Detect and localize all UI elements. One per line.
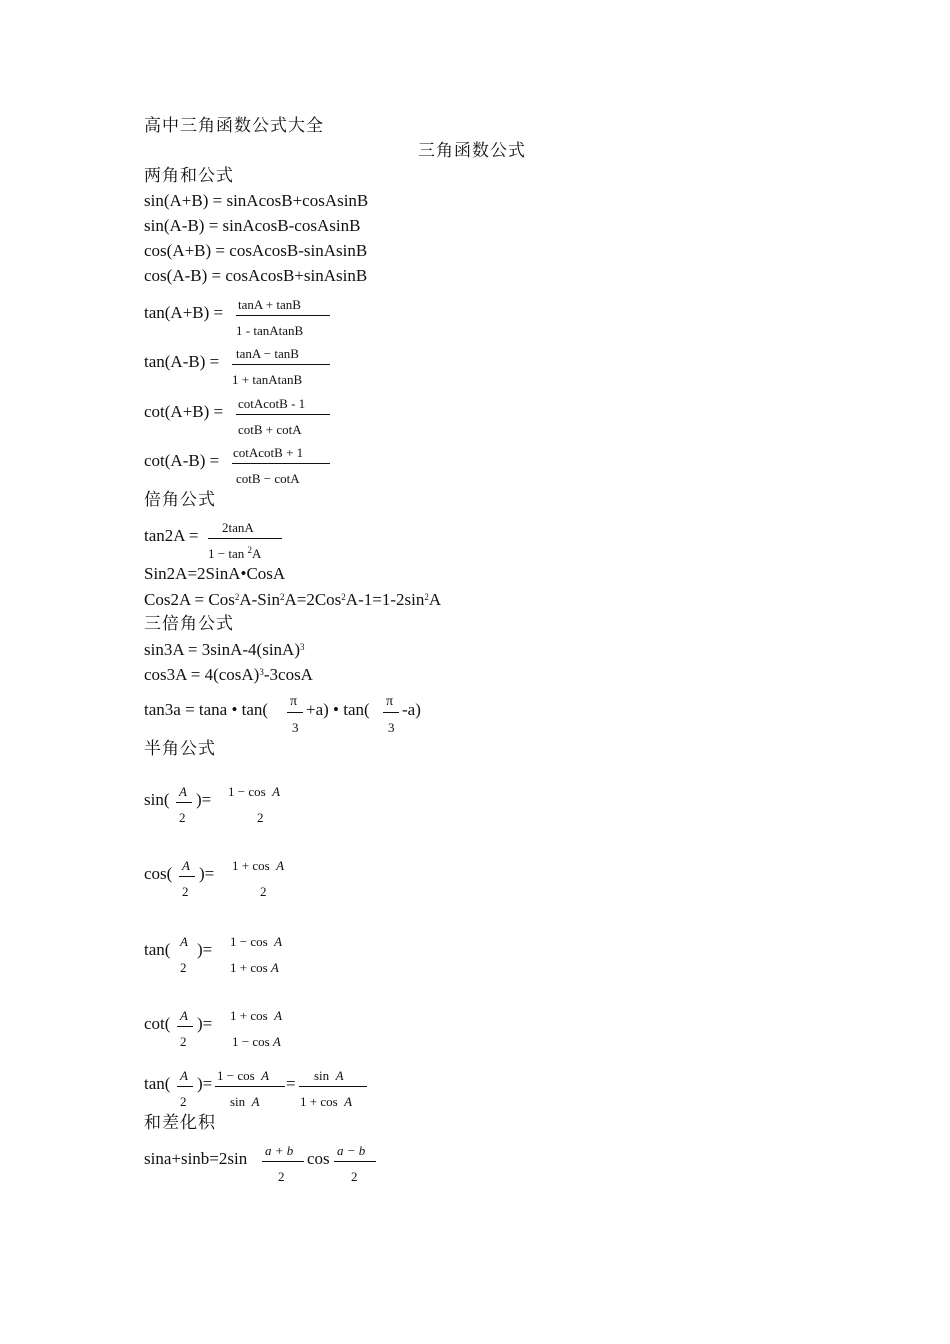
fraction-denominator [208, 546, 261, 562]
cos2a-part: A-1=1-2sin [345, 590, 425, 609]
formula-cos2a [144, 589, 441, 611]
fraction-bar [215, 1086, 285, 1087]
cos3a-part: -3cosA [263, 665, 313, 684]
sin3a-text: sin3A = 3sinA-4(sinA) [144, 640, 300, 659]
denominator-var: A [251, 546, 262, 561]
formula-equals: )= [197, 1074, 213, 1093]
half-angle-denominator: 2 [180, 1094, 187, 1109]
formula-equals: )= [197, 940, 213, 959]
fraction-bar [179, 876, 195, 877]
fraction-bar [287, 712, 303, 713]
fraction-numerator: 1 − cos A [217, 1068, 270, 1083]
formula-lhs: sina+sinb=2sin [144, 1149, 248, 1168]
section-heading-triple: 三倍角公式 [144, 614, 234, 633]
fraction-numerator: a + b [265, 1143, 294, 1158]
cos3a-part: cos3A = 4(cosA) [144, 665, 260, 684]
pi-symbol: π [386, 694, 394, 709]
exponent: 2 [234, 592, 240, 602]
formula-lhs: tan3a = tana • tan( [144, 700, 269, 719]
fraction-numerator: a − b [337, 1143, 366, 1158]
section-heading-double: 倍角公式 [144, 490, 216, 509]
fraction-bar [299, 1086, 367, 1087]
pi-symbol: π [290, 694, 298, 709]
formula-equals: = [286, 1074, 296, 1093]
section-heading-half: 半角公式 [144, 739, 216, 758]
formula-half-tan [144, 932, 444, 978]
formula-half-cot [144, 1006, 444, 1052]
cos2a-part: A=2Cos [284, 590, 342, 609]
fraction-denominator: sin A [230, 1094, 260, 1109]
formula-lhs: tan( [144, 1074, 171, 1093]
formula-tan2a [144, 518, 444, 564]
formula-half-tan-alt [144, 1066, 464, 1112]
fraction-numerator: 1 − cos A [230, 934, 283, 949]
formula-cos-diff: cos(A-B) = cosAcosB+sinAsinB [144, 266, 368, 285]
fraction-denominator: 2 [260, 884, 267, 899]
fraction-bar [176, 802, 192, 803]
half-angle-numerator: A [179, 784, 187, 799]
fraction-denominator: 2 [257, 810, 264, 825]
formula-cot-sum [144, 394, 444, 440]
formula-tan-diff [144, 344, 444, 390]
cos2a-part: Cos2A = Cos [144, 590, 235, 609]
formula-cos-sum: cos(A+B) = cosAcosB-sinAsinB [144, 241, 368, 260]
fraction-numerator: sin A [314, 1068, 344, 1083]
fraction-numerator: cotAcotB + 1 [233, 445, 304, 460]
document-title: 高中三角函数公式大全 [144, 116, 324, 135]
fraction-numerator: 1 + cos A [230, 1008, 283, 1023]
formula-sin-sum-to-product [144, 1141, 464, 1187]
fraction-bar [236, 414, 330, 415]
exponent: 3 [259, 667, 264, 677]
exponent: 3 [299, 642, 305, 652]
exponent: 2 [341, 592, 346, 602]
formula-lhs: tan( [144, 940, 171, 959]
half-angle-numerator: A [180, 934, 188, 949]
formula-cos-text: cos [307, 1149, 330, 1168]
formula-sin-diff: sin(A-B) = sinAcosB-cosAsinB [144, 216, 361, 235]
fraction-bar [383, 712, 399, 713]
half-angle-denominator: 2 [182, 884, 189, 899]
fraction-bar [334, 1161, 376, 1162]
fraction-denominator: cotB − cotA [236, 471, 300, 486]
fraction-denominator: 1 − cos A [232, 1034, 281, 1049]
fraction-denominator: 2 [278, 1169, 285, 1184]
half-angle-numerator: A [182, 858, 190, 873]
fraction-denominator: 1 + cos A [300, 1094, 353, 1109]
formula-half-sin [144, 782, 444, 828]
exponent: 2 [247, 545, 252, 555]
cos2a-part: A-Sin [239, 590, 280, 609]
fraction-bar [262, 1161, 304, 1162]
fraction-numerator: tanA + tanB [238, 297, 301, 312]
fraction-bar [177, 1086, 193, 1087]
formula-half-cos [144, 856, 444, 902]
formula-middle: +a) • tan( [306, 700, 370, 719]
center-title: 三角函数公式 [418, 141, 526, 160]
fraction-denominator: cotB + cotA [238, 422, 302, 437]
formula-sin2a: Sin2A=2SinA•CosA [144, 564, 286, 583]
half-angle-denominator: 2 [180, 960, 187, 975]
fraction-denominator: 1 + tanAtanB [232, 372, 303, 387]
half-angle-denominator: 2 [180, 1034, 187, 1049]
formula-equals: )= [196, 790, 212, 809]
fraction-numerator: tanA − tanB [236, 346, 299, 361]
fraction-bar [208, 538, 282, 539]
formula-cos3a [144, 664, 313, 686]
fraction-numerator: 1 − cos A [228, 784, 281, 799]
fraction-numerator: 1 + cos A [232, 858, 285, 873]
fraction-bar [236, 315, 330, 316]
formula-lhs: tan(A+B) = [144, 303, 224, 322]
formula-lhs: tan2A = [144, 526, 199, 545]
fraction-bar [177, 1026, 193, 1027]
fraction-denominator: 2 [351, 1169, 358, 1184]
half-angle-denominator: 2 [179, 810, 186, 825]
formula-lhs: sin( [144, 790, 170, 809]
exponent: 2 [279, 592, 285, 602]
section-heading-sum: 两角和公式 [144, 166, 234, 185]
fraction-bar [232, 364, 330, 365]
half-angle-numerator: A [180, 1008, 188, 1023]
fraction-numerator: 2tanA [222, 520, 254, 535]
denominator-base: 1 − tan [208, 546, 245, 561]
fraction-denominator: 3 [388, 720, 395, 735]
formula-lhs: cot(A+B) = [144, 402, 224, 421]
fraction-denominator: 1 - tanAtanB [236, 323, 304, 338]
half-angle-numerator: A [180, 1068, 188, 1083]
formula-lhs: tan(A-B) = [144, 352, 220, 371]
formula-lhs: cos( [144, 864, 173, 883]
formula-cot-diff [144, 443, 444, 489]
formula-end: -a) [402, 700, 421, 719]
formula-lhs: cot( [144, 1014, 171, 1033]
formula-lhs: cot(A-B) = [144, 451, 220, 470]
formula-sin-sum: sin(A+B) = sinAcosB+cosAsinB [144, 191, 369, 210]
formula-tan3a [144, 692, 464, 738]
section-heading-sum-to-product: 和差化积 [144, 1113, 216, 1132]
formula-equals: )= [199, 864, 215, 883]
cos2a-part: A [428, 590, 442, 609]
fraction-numerator: cotAcotB - 1 [238, 396, 306, 411]
fraction-denominator: 1 + cos A [230, 960, 279, 975]
formula-equals: )= [197, 1014, 213, 1033]
formula-tan-sum [144, 295, 444, 341]
fraction-bar [232, 463, 330, 464]
exponent: 2 [424, 592, 429, 602]
formula-sin3a [144, 639, 304, 661]
fraction-denominator: 3 [292, 720, 299, 735]
